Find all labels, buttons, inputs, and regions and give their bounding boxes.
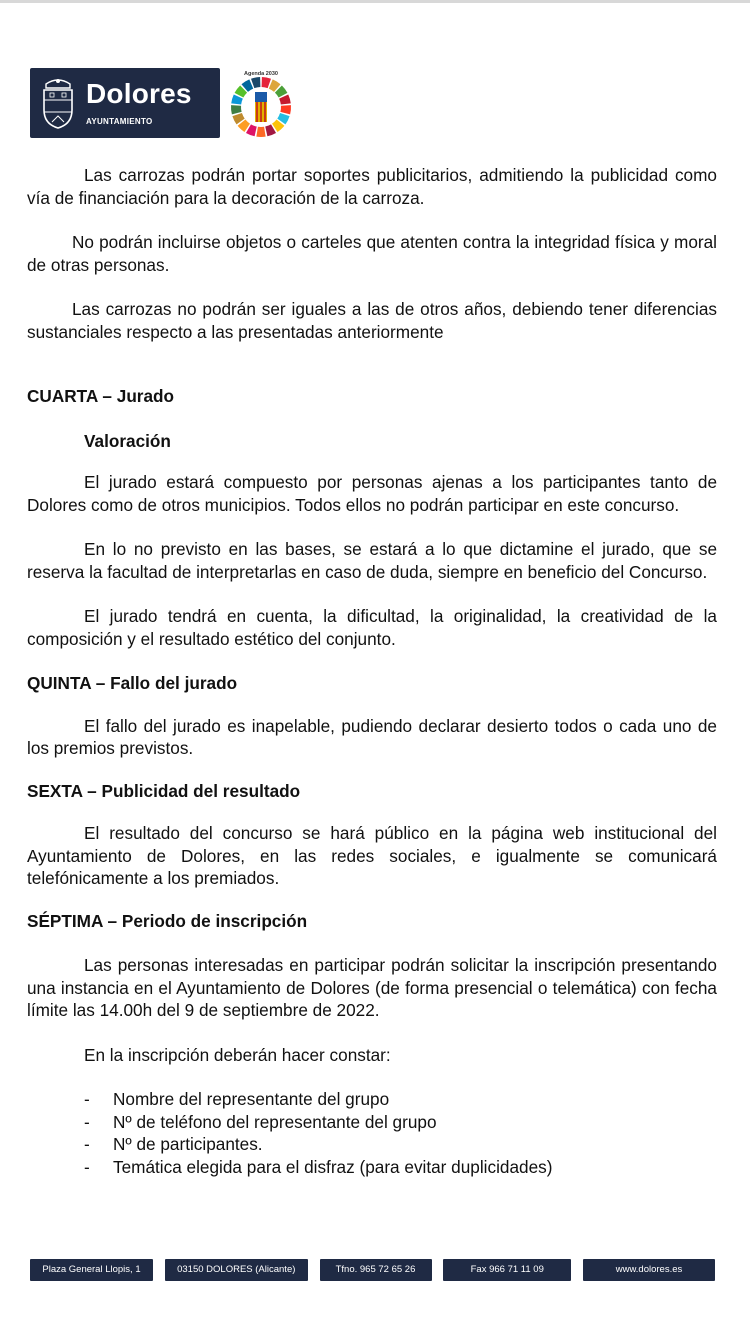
coat-of-arms-icon	[38, 76, 78, 130]
paragraph-publicity: Las carrozas podrán portar soportes publicitarios, admitiendo la publicidad como vía de financiación para la decoración de la carroza.	[27, 165, 717, 208]
wheel-segment	[251, 77, 260, 88]
footer-phone: Tfno. 965 72 65 26	[320, 1259, 432, 1281]
logo-name: Dolores	[86, 78, 192, 109]
list-item-text: Nombre del representante del grupo	[113, 1089, 390, 1109]
footer-fax: Fax 966 71 11 09	[443, 1259, 571, 1281]
paragraph-registration: Las personas interesadas en participar podrán solicitar la inscripción presentando una instancia en el Ayuntamiento de Dolores (de forma presencial o telemática) con fecha límite las 14.00h del 9 de septiembre de 2022.	[27, 955, 717, 1020]
paragraph-different-floats: Las carrozas no podrán ser iguales a las de otros años, debiendo tener diferencias sustanciales respecto a las presentadas anteriormente	[27, 299, 717, 342]
list-item-text: Temática elegida para el disfraz (para evitar duplicidades)	[113, 1156, 553, 1177]
heading-quinta: QUINTA – Fallo del jurado	[27, 673, 238, 693]
wheel-segment	[231, 105, 242, 114]
list-item-text: Nº de teléfono del representante del grupo	[113, 1111, 437, 1132]
paragraph-jury-interpretation: En lo no previsto en las bases, se estará a lo que dictamine el jurado, que se reserva la facultad de interpretarlas en caso de duda, siempre en beneficio del Concurso.	[27, 539, 717, 582]
list-item	[27, 1156, 717, 1179]
paragraph-results-publicity: El resultado del concurso se hará público en la página web institucional del Ayuntamiento de Dolores, en las redes sociales, e igualmente se comunicará telefónicamente a los premiados.	[27, 823, 717, 888]
agenda-2030-wheel-icon	[226, 68, 296, 138]
footer-address: Plaza General Llopis, 1	[30, 1259, 153, 1281]
document-footer	[30, 1259, 715, 1281]
list-item	[27, 1111, 717, 1134]
heading-sexta: SEXTA – Publicidad del resultado	[27, 780, 301, 801]
list-item	[27, 1088, 717, 1111]
document-header	[30, 68, 296, 138]
agenda-label: Agenda 2030	[244, 71, 278, 77]
wheel-segment	[256, 127, 265, 137]
registration-requirements-list	[27, 1088, 717, 1178]
footer-city: 03150 DOLORES (Alicante)	[165, 1259, 308, 1281]
paragraph-jury-composition: El jurado estará compuesto por personas ajenas a los participantes tanto de Dolores como de otros municipios. Todos ellos no podrán participar en este concurso.	[27, 472, 717, 515]
paragraph-objects: No podrán incluirse objetos o carteles que atenten contra la integridad física y moral de otras personas.	[27, 232, 717, 275]
paragraph-verdict: El fallo del jurado es inapelable, pudiendo declarar desierto todos o cada uno de los premios previstos.	[27, 715, 717, 758]
footer-website[interactable]: www.dolores.es	[583, 1259, 715, 1281]
dolores-logo	[30, 68, 220, 138]
heading-cuarta: CUARTA – Jurado	[27, 386, 175, 406]
list-item	[27, 1133, 717, 1156]
paragraph-jury-criteria: El jurado tendrá en cuenta, la dificultad, la originalidad, la creatividad de la composición y el resultado estético del conjunto.	[27, 606, 717, 649]
logo-subtitle: AYUNTAMIENTO	[86, 117, 153, 126]
list-dash: -	[84, 1089, 90, 1109]
list-dash: -	[84, 1111, 90, 1132]
document-body	[27, 164, 717, 1178]
subheading-valoracion: Valoración	[84, 430, 171, 451]
top-border	[0, 0, 750, 3]
list-dash: -	[84, 1134, 90, 1154]
list-dash: -	[84, 1156, 90, 1177]
wheel-segment	[262, 77, 271, 88]
heading-septima: SÉPTIMA – Periodo de inscripción	[27, 910, 308, 931]
wheel-segment	[280, 105, 291, 114]
paragraph-registration-fields: En la inscripción deberán hacer constar:	[84, 1044, 391, 1065]
list-item-text: Nº de participantes.	[113, 1134, 263, 1154]
